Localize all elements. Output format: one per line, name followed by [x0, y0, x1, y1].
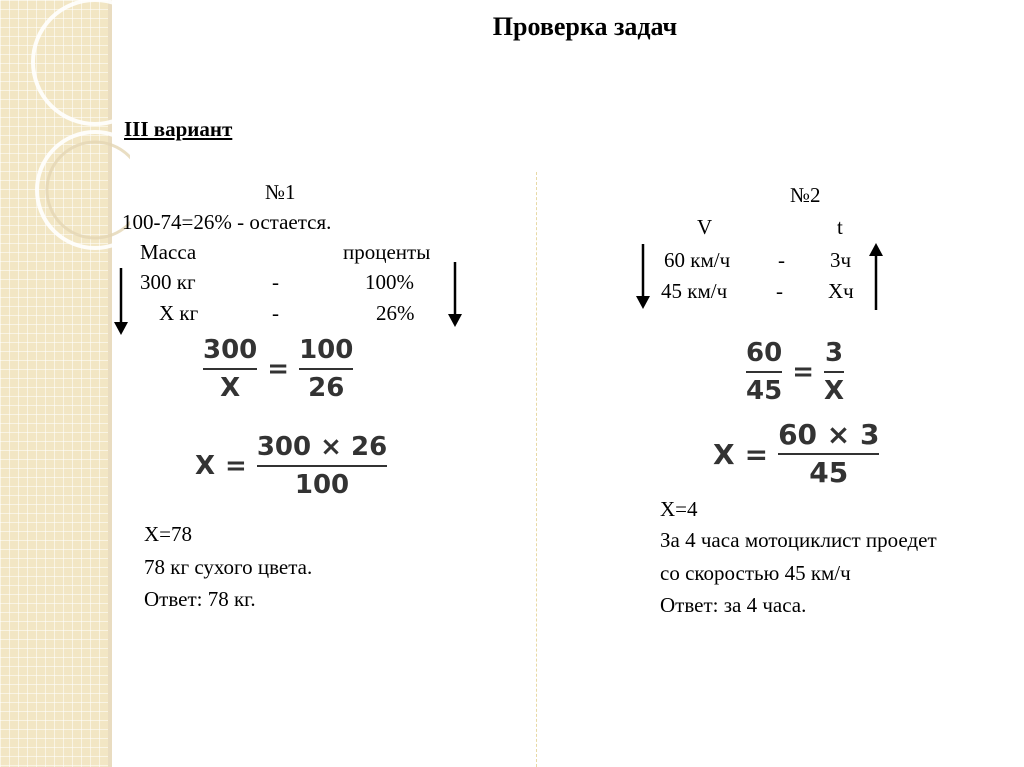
decorative-circles [0, 0, 130, 300]
task2-row2-dash: - [776, 279, 783, 303]
task2-result: X=4 [660, 497, 698, 521]
fraction-denominator: X [823, 376, 845, 406]
task1-row2-percent: 26% [376, 301, 415, 325]
task2-solution-formula [713, 420, 879, 488]
equals-sign: = [225, 451, 247, 481]
task2-conclusion-line2: со скоростью 45 км/ч [660, 561, 851, 585]
page-title: Проверка задач [492, 12, 678, 41]
arrow-up-icon [868, 242, 884, 310]
task1-row1-dash: - [272, 270, 279, 294]
task1-row2-mass: X кг [159, 301, 199, 325]
task1-number: №1 [265, 180, 296, 204]
task2-row2-t: Хч [828, 279, 854, 303]
fraction-denominator: X [220, 373, 241, 403]
fraction-numerator: 60 × 3 [778, 418, 880, 451]
fraction-numerator: 100 [299, 335, 354, 365]
task2-row1-v: 60 км/ч [664, 248, 731, 272]
formula-lhs: X [195, 451, 216, 481]
fraction-denominator: 45 [746, 376, 783, 406]
task1-solution-formula [195, 432, 387, 500]
variant-heading: III вариант [124, 117, 233, 141]
task1-remaining-line: 100-74=26% - остается. [122, 210, 332, 234]
fraction-denominator: 100 [294, 470, 350, 500]
fraction-numerator: 300 × 26 [256, 432, 388, 462]
task1-row1-mass: 300 кг [140, 270, 196, 294]
equals-sign: = [744, 437, 769, 471]
task2-row2-v: 45 км/ч [661, 279, 728, 303]
task2-conclusion-line1: За 4 часа мотоциклист проедет [660, 528, 937, 552]
fraction-numerator: 60 [746, 338, 783, 368]
arrow-down-icon [447, 262, 463, 328]
formula-lhs: X [713, 437, 735, 471]
task2-row1-t: 3ч [830, 248, 852, 272]
task1-result: X=78 [144, 522, 193, 546]
task1-row1-percent: 100% [365, 270, 414, 294]
fraction-denominator: 45 [809, 456, 849, 489]
fraction-numerator: 300 [203, 335, 258, 365]
task2-number: №2 [790, 183, 821, 207]
task1-col-mass: Масса [140, 240, 197, 264]
task2-col-v: V [697, 215, 713, 239]
task1-row2-dash: - [272, 301, 279, 325]
task2-answer: Ответ: за 4 часа. [660, 593, 807, 617]
task1-col-percent: проценты [343, 240, 431, 264]
arrow-down-icon [113, 268, 129, 336]
task2-col-t: t [837, 215, 843, 239]
task2-row1-dash: - [778, 248, 785, 272]
column-divider [536, 172, 537, 767]
task1-answer: Ответ: 78 кг. [144, 587, 256, 611]
arrow-down-icon [635, 244, 651, 310]
task2-proportion [746, 338, 844, 406]
equals-sign: = [792, 357, 814, 387]
fraction-denominator: 26 [308, 373, 345, 403]
equals-sign: = [267, 354, 290, 384]
task1-proportion [203, 335, 353, 403]
task1-conclusion: 78 кг сухого цвета. [144, 555, 313, 579]
fraction-numerator: 3 [824, 338, 844, 368]
